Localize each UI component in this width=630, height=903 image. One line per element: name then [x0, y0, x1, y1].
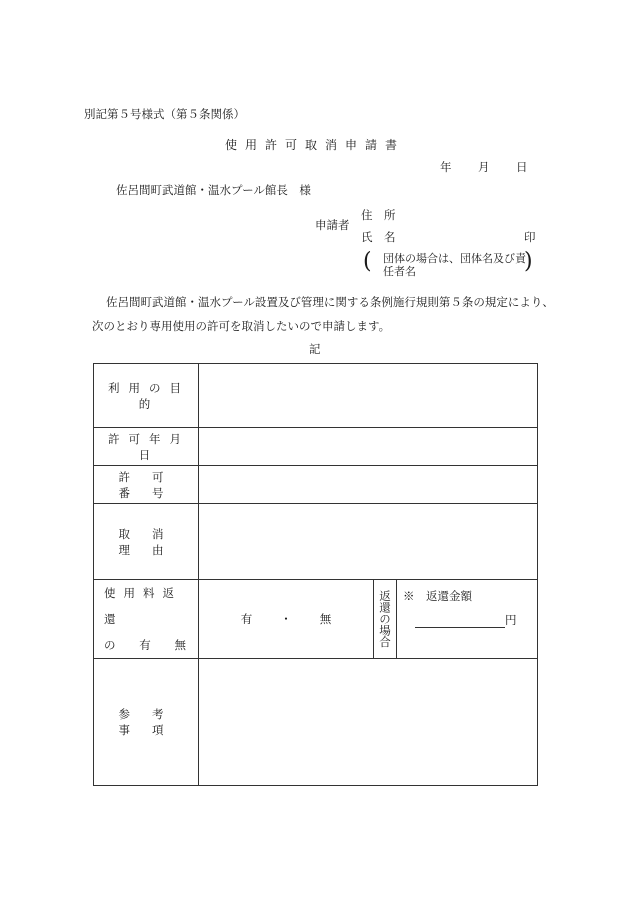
cancel-reason-field[interactable]: [199, 504, 538, 580]
paren-open: (: [363, 249, 372, 274]
ki-marker: 記: [309, 342, 321, 356]
nashi-option[interactable]: 無: [319, 612, 332, 626]
row-permit-date: [94, 428, 538, 466]
separator-dot: ・: [280, 612, 292, 626]
applicant-label: 申請者: [315, 218, 350, 232]
addressee: 佐呂間町武道館・温水プール館長 様: [116, 183, 311, 197]
application-table: [93, 363, 538, 786]
name-label: 氏 名: [361, 230, 396, 244]
purpose-label: 利用の目的: [94, 364, 199, 428]
date-month: 月: [478, 160, 490, 174]
refund-label-mu: 無: [174, 638, 186, 652]
refund-case-label: 返還の場合: [374, 580, 397, 659]
permit-number-field[interactable]: [199, 466, 538, 504]
seal-mark: 印: [524, 230, 536, 244]
amount-underline[interactable]: [415, 617, 505, 628]
permit-number-label: 許可番号: [94, 466, 199, 504]
ari-option[interactable]: 有: [240, 612, 253, 626]
body-paragraph: 佐呂間町武道館・温水プール設置及び管理に関する条例施行規則第５条の規定により、次のとおり専用使用の許可を取消したいので申請します。: [92, 295, 554, 333]
paren-close: ): [524, 249, 533, 274]
refund-amount-cell[interactable]: [397, 580, 538, 659]
document-title: 使用許可取消申請書: [224, 138, 405, 152]
row-refund: [94, 580, 538, 659]
address-label: 住 所: [361, 208, 396, 222]
date-year: 年: [440, 160, 452, 174]
row-cancel-reason: [94, 504, 538, 580]
refund-amount-line: [403, 612, 531, 628]
ari-nashi-choice[interactable]: [199, 580, 374, 659]
cancel-reason-label: 取消理由: [94, 504, 199, 580]
row-purpose: [94, 364, 538, 428]
row-remarks: [94, 659, 538, 786]
refund-label-no: の: [104, 638, 116, 652]
refund-note: ※ 返還金額: [403, 589, 472, 603]
permit-date-field[interactable]: [199, 428, 538, 466]
row-permit-number: [94, 466, 538, 504]
form-id: 別記第５号様式（第５条関係）: [84, 107, 245, 121]
refund-label-line2: [104, 632, 186, 658]
refund-label-u: 有: [139, 638, 151, 652]
remarks-field[interactable]: [199, 659, 538, 786]
refund-label-line1: 使用料返還: [104, 586, 182, 626]
yen-label: 円: [505, 613, 517, 627]
group-note: 団体の場合は、団体名及び責任者名: [383, 252, 526, 278]
purpose-field[interactable]: [199, 364, 538, 428]
date-line: [440, 159, 536, 175]
permit-date-label: 許可年月日: [94, 428, 199, 466]
date-day: 日: [516, 160, 528, 174]
remarks-label: 参考事項: [94, 659, 199, 786]
refund-label: [94, 580, 199, 659]
